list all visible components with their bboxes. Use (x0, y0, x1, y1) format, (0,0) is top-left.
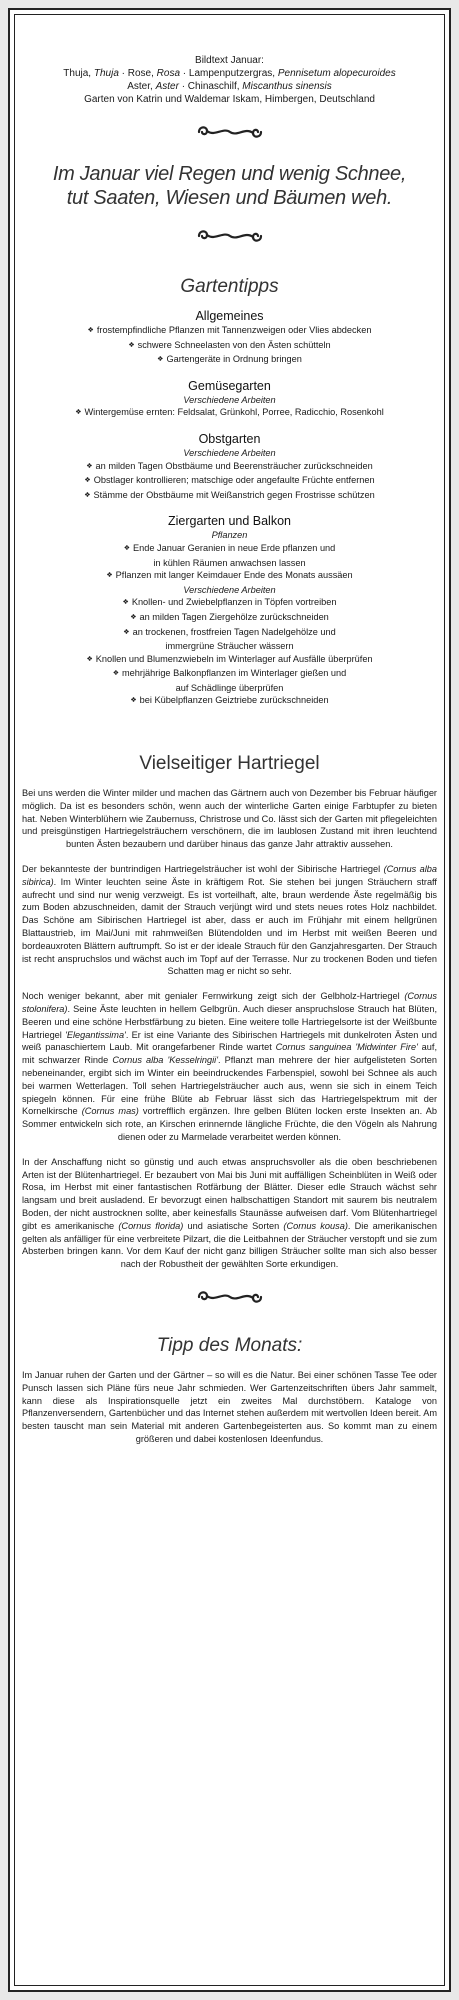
article-paragraph-4: In der Anschaffung nicht so günstig und auch etwas anspruchsvoller als die oben beschriebenen Arten ist der Blütenhartriegel. Er bezaubert von Mai bis Juni mit auffälligen Scheinblüten in Weiß oder Rosa, im Herbst mit einer fantastischen Rotfärbung der Blätter. Dieser edle Strauch wächst sehr langsam und breit ausladend. Er bevorzugt einen halbschattigen Standort mit saurem bis neutralem Boden, der nicht austrocknen sollte, aber keinesfalls Staunässe aufweisen darf. Vom Blütenhartriegel gibt es amerikanische (Cornus florida) und asiatische Sorten (Cornus kousa). Die amerikanischen gelten als anfälliger für eine verbreitete Pilzart, die die Leitbahnen der Sträucher verstopft und sie zum Absterben bringen kann. Vor dem Kauf der nicht ganz billigen Sträucher sollte man sich also besser nach der Robustheit der gewählten Sorte erkundigen. (22, 1156, 437, 1270)
list-item: ❖ bei Kübelpflanzen Geiztriebe zurückschneiden (22, 694, 437, 709)
page-content (22, 22, 437, 1978)
list-item-continued: auf Schädlinge überprüfen (175, 682, 284, 693)
list-item: ❖ Pflanzen mit langer Keimdauer Ende des Monats aussäen (22, 569, 437, 584)
ornament-divider-icon (22, 1289, 437, 1305)
list-item: ❖ Stämme der Obstbäume mit Weißanstrich gegen Frostrisse schützen (22, 489, 437, 504)
article-paragraph-3: Noch weniger bekannt, aber mit genialer Fernwirkung zeigt sich der Gelbholz-Hartriegel (Cornus stolonifera). Seine Äste leuchten in hellem Gelbgrün. Auch dieser anspruchslose Strauch hat Blüten, Beeren und eine schöne Herbstfärbung zu bieten. Eine weitere tolle Hartriegelsorte ist der Weißbunte Hartriegel 'Elegantissima'. Er ist eine Variante des Sibirischen Hartriegels mit dunkelroten Ästen und weiß panaschiertem Laub. Mit orangefarbener Rinde wartet Cornus sanguinea 'Midwinter Fire' auf, mit schwarzer Rinde Cornus alba 'Kesselringii'. Pflanzt man mehrere der hier aufgelisteten Sorten nebeneinander, ergibt sich im Winter ein beeindruckendes Farbenspiel, sowohl bei Schnee als auch bei warmen Wetterlagen. Toll sehen Hartriegelsträucher auch aus, wenn sie sich in einem Teich spiegeln können. Für eine frühe Blüte ab Februar lässt sich das Hartriegelspektrum mit der Kornelkirsche (Cornus mas) vortrefflich ergänzen. Ihre gelben Blüten locken erste Insekten an. Ab Sommer entwickeln sich rote, an Kirschen erinnernde längliche Früchte, die den Vögeln als Nahrung dienen oder zu Marmelade verarbeitet werden können. (22, 991, 437, 1142)
tips-heading-allgemeines: Allgemeines (195, 309, 264, 323)
list-item: ❖ Knollen und Blumenzwiebeln im Winterlager auf Ausfälle überprüfen (22, 653, 437, 668)
caption-line-1: Thuja, Thuja · Rose, Rosa · Lampenputzergras, Pennisetum alopecuroides (63, 68, 396, 79)
list-item: ❖ an trockenen, frostfreien Tagen Nadelgehölze und (22, 626, 437, 641)
caption-label: Bildtext Januar: (195, 55, 264, 66)
list-item: ❖ an milden Tagen Obstbäume und Beerensträucher zurückschneiden (22, 460, 437, 475)
caption-line-2: Aster, Aster · Chinaschilf, Miscanthus sinensis (127, 81, 332, 92)
gartentipps-title: Gartentipps (180, 276, 279, 297)
tips-subheading: Verschiedene Arbeiten (183, 584, 276, 595)
monthly-proverb: Im Januar viel Regen und wenig Schnee, tut Saaten, Wiesen und Bäumen weh. (52, 163, 407, 209)
list-item: ❖ Knollen- und Zwiebelpflanzen in Töpfen vortreiben (22, 596, 437, 611)
tips-heading-gemuese: Gemüsegarten (188, 378, 271, 393)
tips-subheading: Verschiedene Arbeiten (183, 394, 276, 405)
tips-heading-obst: Obstgarten (198, 431, 261, 446)
article-title: Vielseitiger Hartriegel (139, 753, 320, 775)
garden-tips (22, 308, 437, 709)
article-paragraph-2: Der bekannteste der buntrindigen Hartriegelsträucher ist wohl der Sibirische Hartriegel (Cornus alba sibirica). Im Winter leuchten seine Äste in kräftigem Rot. Sie stehen bei jungen Sträuchern straff aufrecht und sind nur wenig verzweigt. Es ist vorteilhaft, alte, braun werdende Äste regelmäßig bis zum Boden abzuschneiden, damit der Strauch verjüngt wird und stets neues rotes Holz nachbildet. Das Schöne am Sibirischen Hartriegel ist aber, dass er auch im Frühjahr mit einem hellgrünen Blattaustrieb, im Mai/Juni mit rahmweißen Blütendolden und im Herbst mit weißen Beeren und bordeauxroten Blättern auftrumpft. So ist er der ideale Strauch für den Ganzjahresgarten. Der Strauch ist recht anspruchslos und wächst auch im Topf auf der Terrasse. Nur zu trockenen Boden und tiefen Schatten mag er nicht so sehr. (22, 864, 437, 977)
list-item-continued: in kühlen Räumen anwachsen lassen (153, 557, 306, 568)
image-caption (22, 54, 437, 106)
list-item: ❖ Gartengeräte in Ordnung bringen (22, 353, 437, 368)
list-item: ❖ Obstlager kontrollieren; matschige oder angefaulte Früchte entfernen (22, 474, 437, 489)
list-item: ❖ Ende Januar Geranien in neue Erde pflanzen und (22, 542, 437, 557)
list-item: ❖ Wintergemüse ernten: Feldsalat, Grünkohl, Porree, Radicchio, Rosenkohl (22, 406, 437, 421)
tips-heading-zier: Ziergarten und Balkon (168, 514, 291, 529)
list-item: ❖ schwere Schneelasten von den Ästen schütteln (22, 339, 437, 354)
list-item: ❖ mehrjährige Balkonpflanzen im Winterlager gießen und (22, 667, 437, 682)
tipp-text: Im Januar ruhen der Garten und der Gärtner – so will es die Natur. Bei einer schönen Tasse Tee oder Punsch lassen sich Pläne fürs neue Jahr schmieden. Wer Gartenzeitschriften übers Jahr sammelt, kann diese als Inspirationsquelle jetzt ein zweites Mal durchstöbern. Kataloge von Pflanzenversendern, Gartenbücher und das Internet stehen außerdem mit wertvollen Ideen bereit. Am besten tauscht man sein Material mit anderen Gartenbegeisterten aus. So kommt man zu einem größeren und dabei kostenlosen Ideenfundus. (22, 1369, 437, 1444)
article-paragraph-1: Bei uns werden die Winter milder und machen das Gärtnern auch von Dezember bis Februar häufiger möglich. Da ist es besonders schön, wenn auch der winterliche Garten einige Farbtupfer zu bieten hat. Neben Winterblühern wie Zaubernuss, Christrose und Co. lässt sich der Garten mit pflegeleichten und preisgünstigen Hartriegelsträuchern verschönern, die im laublosen Zustand mit ihren leuchtend bunten Ästen bezaubern und darüber hinaus das ganze Jahr attraktiv aussehen. (22, 788, 437, 850)
tipp-title: Tipp des Monats: (156, 1334, 303, 1356)
ornament-divider-icon (22, 228, 437, 244)
ornament-divider-icon (22, 124, 437, 140)
tips-subheading: Verschiedene Arbeiten (183, 447, 276, 458)
list-item: ❖ frostempfindliche Pflanzen mit Tannenzweigen oder Vlies abdecken (22, 324, 437, 339)
caption-line-3: Garten von Katrin und Waldemar Iskam, Himbergen, Deutschland (84, 94, 375, 105)
tips-subheading: Pflanzen (211, 530, 248, 541)
list-item-continued: immergrüne Sträucher wässern (165, 641, 294, 652)
list-item: ❖ an milden Tagen Ziergehölze zurückschneiden (22, 611, 437, 626)
